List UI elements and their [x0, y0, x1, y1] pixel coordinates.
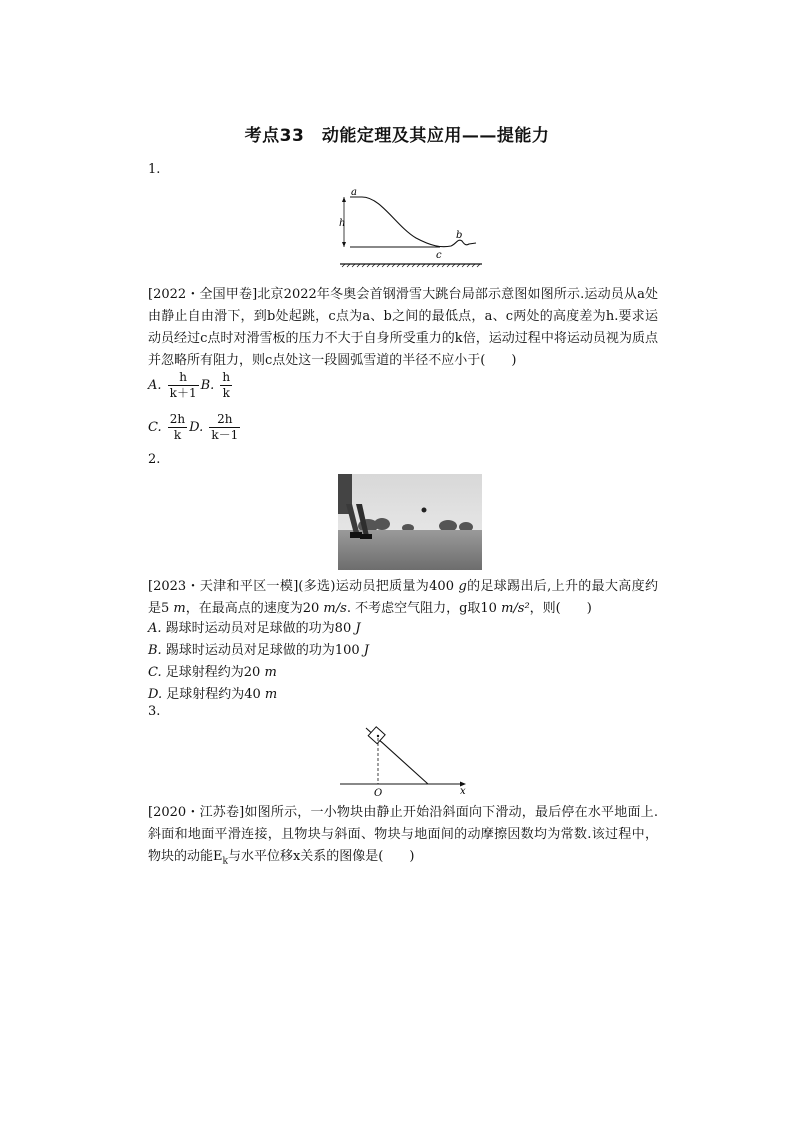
- question-1-text: [2022・全国甲卷]北京2022年冬奥会首钢滑雪大跳台局部示意图如图所示.运动员从a处由静止自由滑下，到b处起跳，c点为a、b之间的最低点，a、c两处的高度差为h.要求运动员经过c点时对滑雪板的压力不大于自身所受重力的k倍，运动过程中将运动员视为质点并忽略所有阻力，则c点处这一段圆弧雪道的半径不应小于( ): [148, 287, 658, 368]
- question-3-text: [2020・江苏卷]如图所示，一小物块由静止开始沿斜面向下滑动，最后停在水平地面上.斜面和地面平滑连接，且物块与斜面、物块与地面间的动摩擦因数均为常数.该过程中，物块的动能$E_k$与水平位移x关系的图像是( ): [148, 805, 658, 867]
- ski-jump-diagram: [336, 186, 486, 270]
- label-b: b: [456, 230, 463, 241]
- option-a-fraction: $\frac{h}{k+1}$: [169, 370, 197, 400]
- question-1-options-row-2: [148, 412, 242, 443]
- label-c: c: [436, 250, 442, 261]
- question-2-option-a: A. 踢球时运动员对足球做的功为80 J: [148, 621, 361, 636]
- option-d-fraction: $\frac{2h}{k-1}$: [211, 412, 239, 442]
- question-1-options-row-1: [148, 370, 234, 401]
- question-2-number: 2.: [148, 452, 161, 467]
- label-origin: O: [374, 788, 383, 798]
- question-2-option-b: B. 踢球时运动员对足球做的功为100 J: [148, 643, 369, 658]
- question-2-text: [2023・天津和平区一模](多选)运动员把质量为400 g的足球踢出后,上升的最大高度约是5 m，在最高点的速度为20 m/s. 不考虑空气阻力，g取10 m/s²，则( ): [148, 579, 658, 616]
- question-2-option-c: C. 足球射程约为20 m: [148, 665, 277, 680]
- option-a-letter: A.: [148, 378, 162, 393]
- option-c-fraction: $\frac{2h}{k}$: [169, 412, 186, 442]
- option-d-letter: D.: [189, 420, 204, 435]
- option-b-fraction: $\frac{h}{k}$: [222, 370, 231, 400]
- question-2-option-d: D. 足球射程约为40 m: [148, 687, 278, 702]
- incline-diagram: [336, 722, 476, 798]
- question-1-number: 1.: [148, 162, 161, 177]
- label-a: a: [351, 187, 357, 198]
- label-x-axis: x: [460, 786, 466, 797]
- soccer-kick-photo: [338, 474, 482, 570]
- option-b-letter: B.: [200, 378, 215, 393]
- label-h: h: [339, 218, 346, 229]
- page-title: 考点33 动能定理及其应用——提能力: [244, 126, 550, 146]
- question-3-number: 3.: [148, 704, 161, 719]
- option-c-letter: C.: [148, 420, 162, 435]
